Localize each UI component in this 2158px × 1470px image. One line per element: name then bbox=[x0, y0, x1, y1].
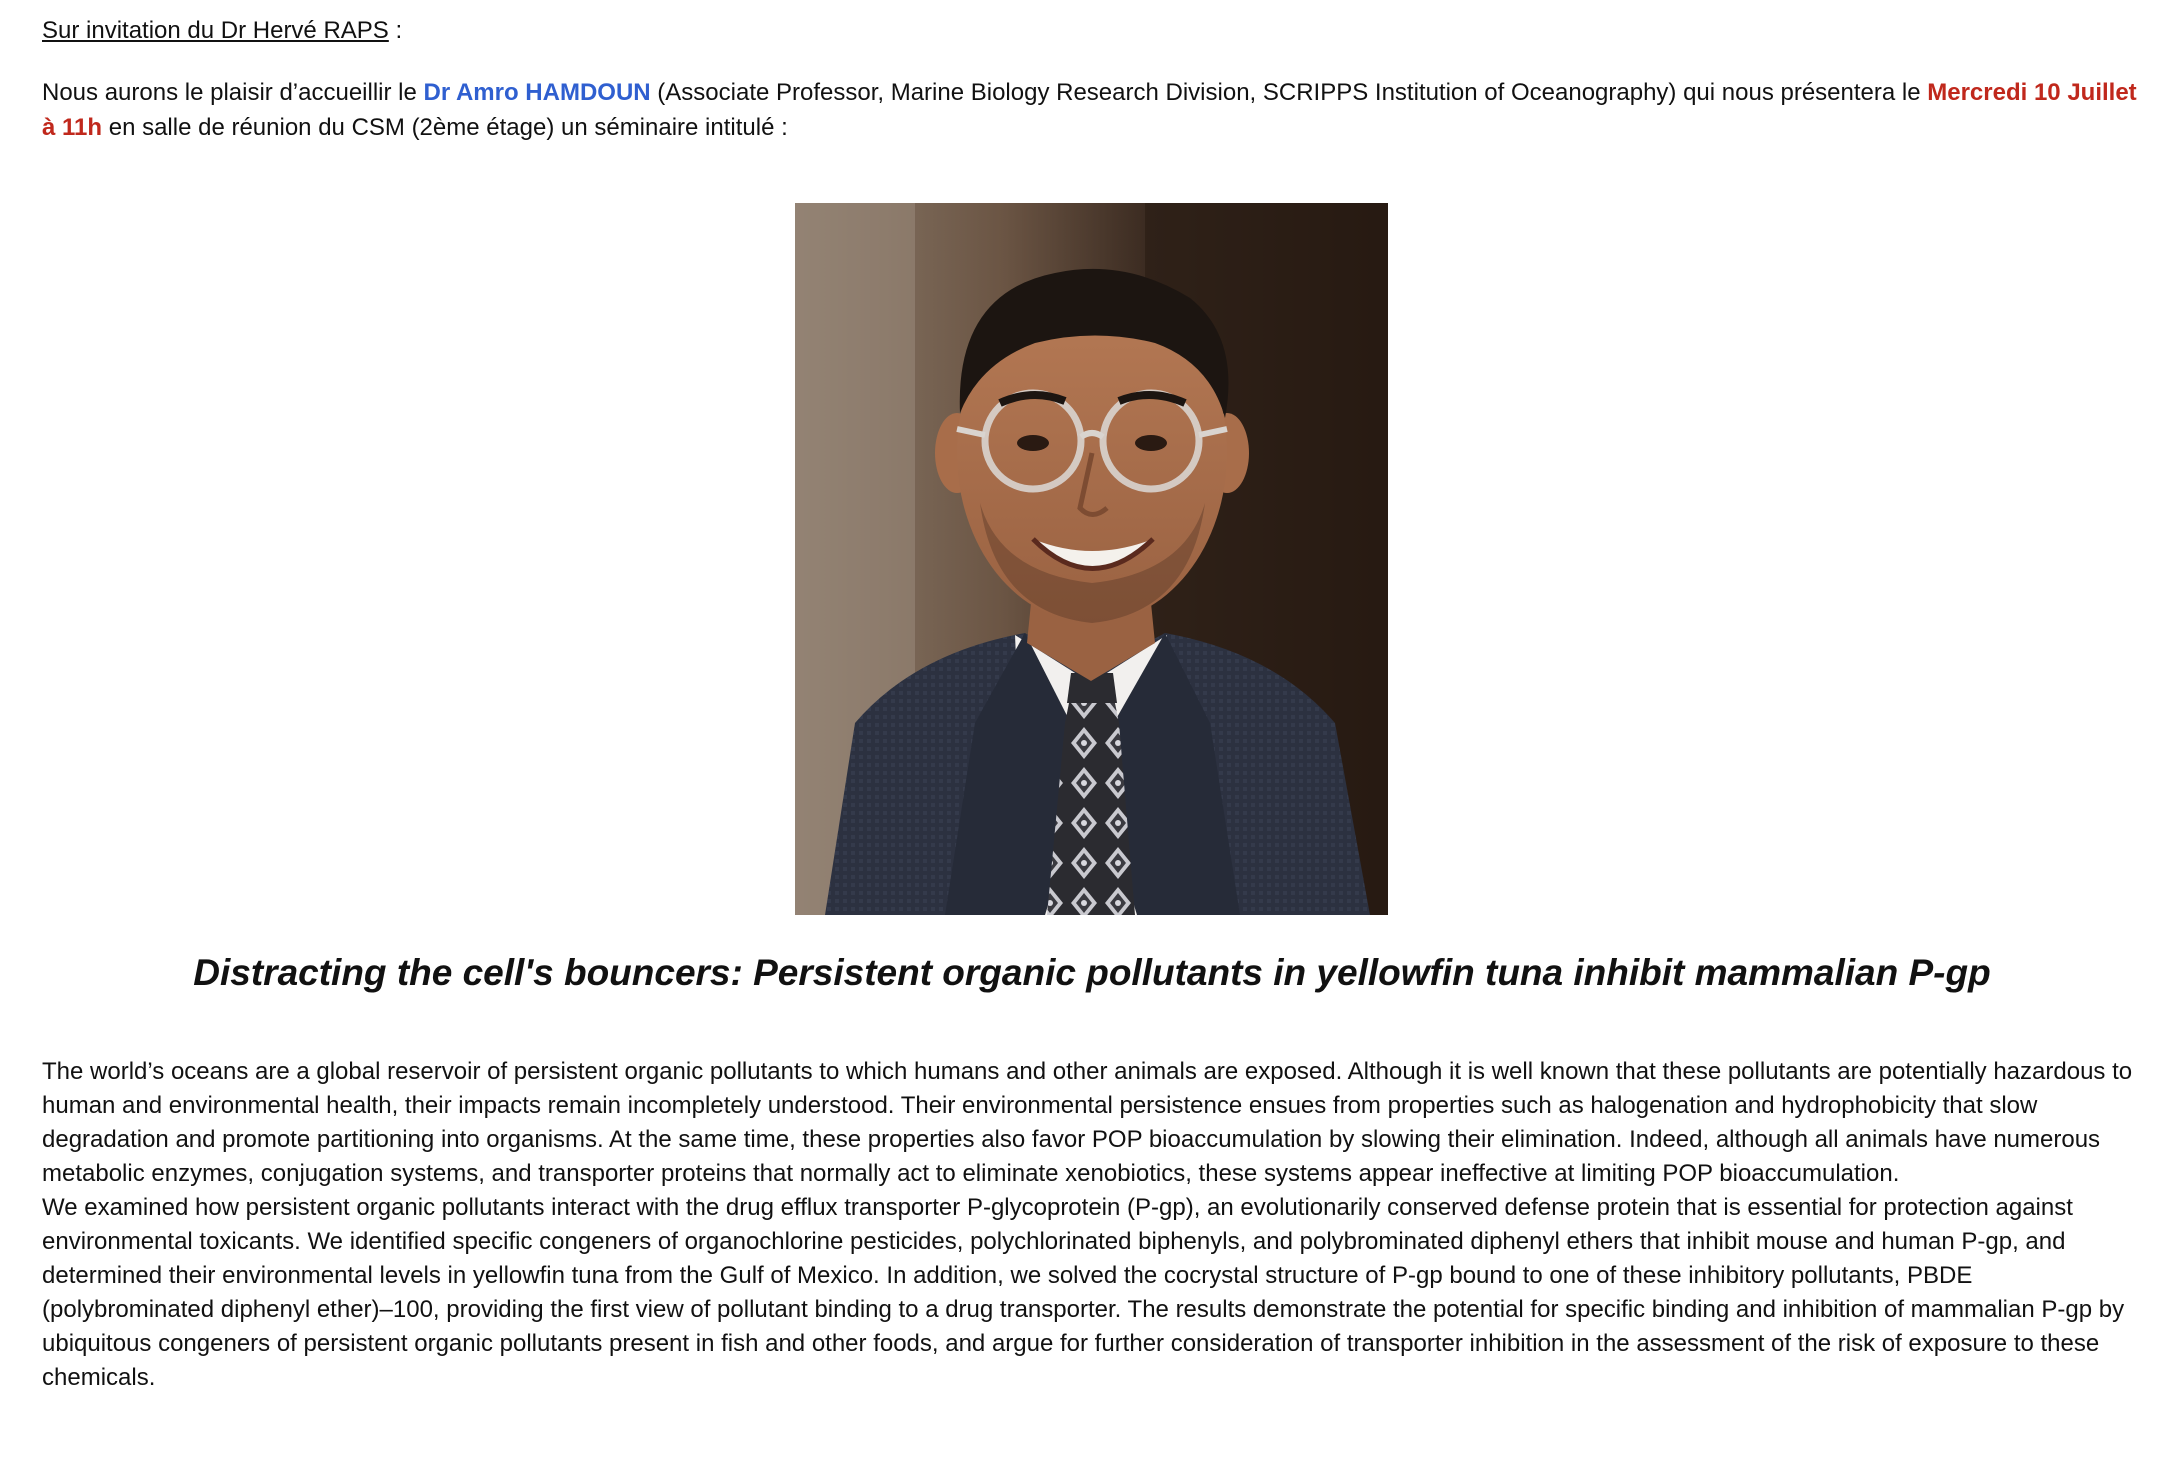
invitation-colon: : bbox=[388, 17, 403, 44]
intro-paragraph bbox=[42, 75, 2142, 145]
invitation-line bbox=[42, 14, 402, 48]
invitation-host: Sur invitation du Dr Hervé RAPS bbox=[42, 17, 389, 44]
abstract-paragraph-1: The world’s oceans are a global reservoir of persistent organic pollutants to which humans and other animals are exposed. Although it is well known that these pollutants are potentially hazardous to human and environmental health, their impacts remain incompletely understood. Their environmental persistence ensues from properties such as halogenation and hydrophobicity that slow degradation and promote partitioning into organisms. At the same time, these properties also favor POP bioaccumulation by slowing their elimination. Indeed, although all animals have numerous metabolic enzymes, conjugation systems, and transporter proteins that normally act to eliminate xenobiotics, these systems appear ineffective at limiting POP bioaccumulation. bbox=[42, 1058, 2133, 1187]
abstract bbox=[42, 1055, 2142, 1395]
speaker-name: Dr Amro HAMDOUN bbox=[423, 79, 651, 106]
speaker-portrait-photo bbox=[795, 203, 1388, 915]
speaker-affiliation: (Associate Professor, Marine Biology Research Division, SCRIPPS Institution of Oceanography) qui nous présentera le bbox=[650, 79, 1928, 106]
intro-location: en salle de réunion du CSM (2ème étage) un séminaire intitulé : bbox=[102, 114, 788, 141]
talk-title: Distracting the cell's bouncers: Persistent organic pollutants in yellowfin tuna inhibit mammalian P-gp bbox=[193, 952, 1991, 993]
seminar-date-time: Mercredi 10 Juillet à 11h bbox=[42, 79, 2137, 141]
speaker-portrait-icon bbox=[795, 203, 1388, 915]
abstract-paragraph-2: We examined how persistent organic pollutants interact with the drug efflux transporter P-glycoprotein (P-gp), an evolutionarily conserved defense protein that is essential for protection against environmental toxicants. We identified specific congeners of organochlorine pesticides, polychlorinated biphenyls, and polybrominated diphenyl ethers that inhibit mouse and human P-gp, and determined their environmental levels in yellowfin tuna from the Gulf of Mexico. In addition, we solved the cocrystal structure of P-gp bound to one of these inhibitory pollutants, PBDE (polybrominated diphenyl ether)–100, providing the first view of pollutant binding to a drug transporter. The results demonstrate the potential for specific binding and inhibition of mammalian P-gp by ubiquitous congeners of persistent organic pollutants present in fish and other foods, and argue for further consideration of transporter inhibition in the assessment of the risk of exposure to these chemicals. bbox=[42, 1194, 2125, 1391]
intro-lead: Nous aurons le plaisir d’accueillir le bbox=[42, 79, 424, 106]
